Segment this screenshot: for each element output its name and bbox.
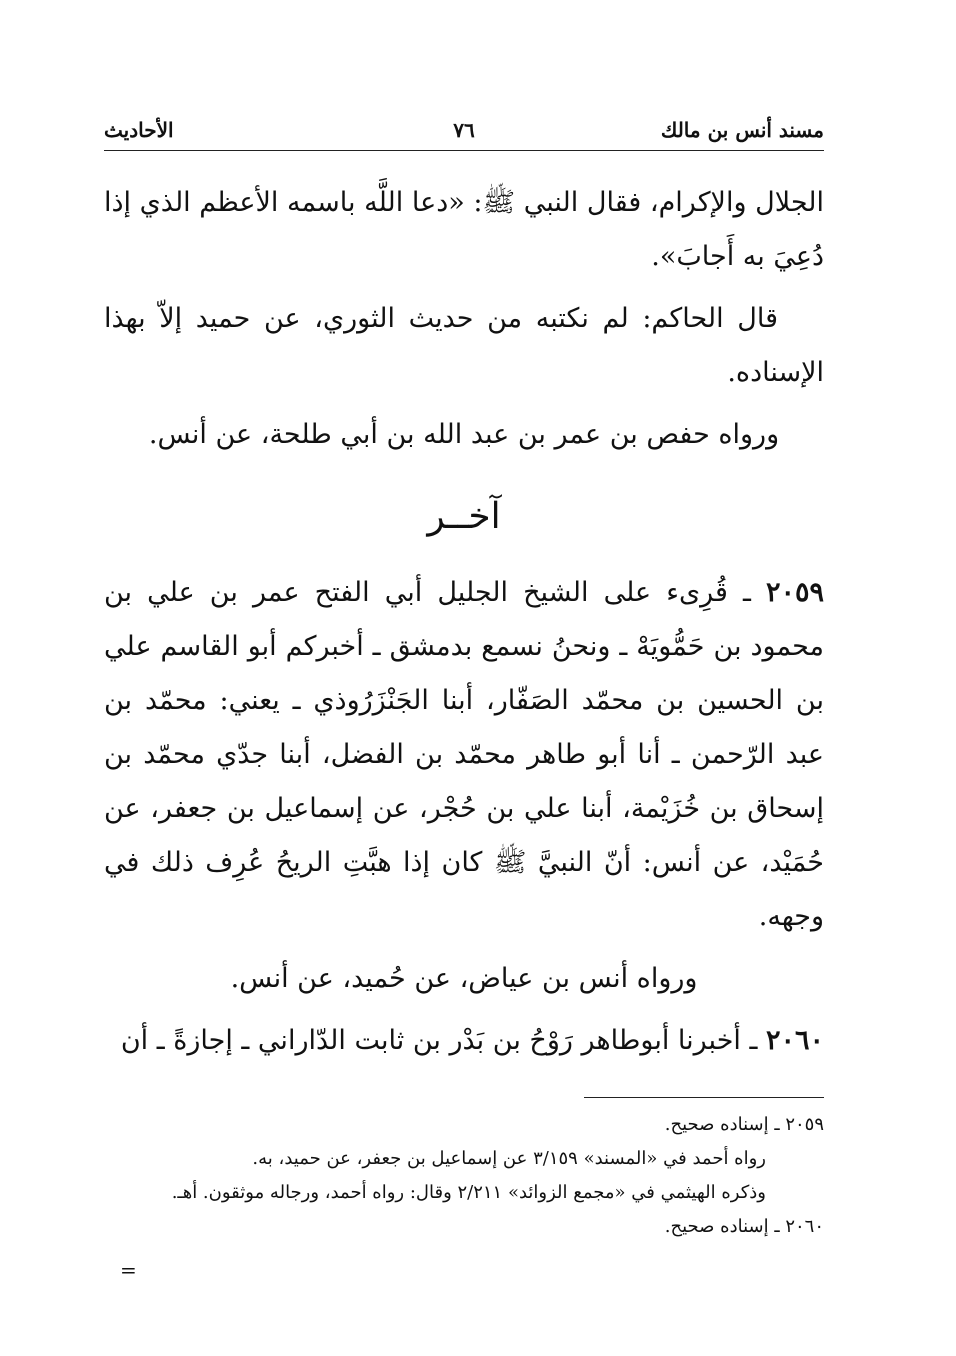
hadith-text-2060: ـ أخبرنا أبوطاهر رَوْحُ بن بَدْر بن ثابت الدّاراني ـ إجازةً ـ أن	[120, 1025, 766, 1056]
paragraph-narration-anas: ورواه أنس بن عياض، عن حُميد، عن أنس.	[230, 963, 698, 994]
footnote-2060-grade: ٢٠٦٠ ـ إسناده صحيح.	[664, 1216, 824, 1237]
continuation-mark: =	[120, 1258, 137, 1282]
section-title: الأحاديث	[104, 118, 174, 142]
hadith-number-2060: ٢٠٦٠	[765, 1025, 824, 1056]
hadith-2060	[104, 1014, 824, 1068]
paragraph-hakim-comment: قال الحاكم: لم نكتبه من حديث الثوري، عن حميد إلاّ بهذا الإسناده.	[104, 303, 824, 388]
hadith-text-2059: ـ قُرِىء على الشيخ الجليل أبي الفتح عمر بن علي بن محمود بن حَمُّويَهْ ـ ونحنُ نسمع بدمشق ـ أخبركم أبو القاسم علي بن الحسين بن محمّد الصَفّار، أبنا الجَنْزَرُوذي ـ يعني: محمّد بن عبد الرّحمن ـ أنا أبو طاهر محمّد بن الفضل، أبنا جدّي محمّد بن إسحاق بن خُزَيْمة، أبنا علي بن حُجْر، عن إسماعيل بن جعفر، عن حُمَيْد، عن أنس: أنّ النبيَّ ﷺ كان إذا هبَّتِ الريحُ عُرِف ذلك في وجهه.	[104, 577, 824, 932]
running-header	[104, 112, 824, 152]
header-divider	[104, 150, 824, 151]
paragraph-narration-hafs: ورواه حفص بن عمر بن عبد الله بن أبي طلحة، عن أنس.	[148, 419, 780, 450]
footnote-2059-grade: ٢٠٥٩ ـ إسناده صحيح.	[664, 1114, 824, 1135]
paragraph-continuation: الجلال والإكرام، فقال النبي ﷺ: «دعا اللَّه باسمه الأعظم الذي إذا دُعِيَ به أَجابَ».	[104, 187, 824, 272]
hadith-2059	[104, 566, 824, 944]
hadith-number-2059: ٢٠٥٩	[765, 577, 824, 608]
section-subheading: آخــر	[427, 496, 501, 537]
book-title: مسند أنس بن مالك	[660, 118, 824, 142]
footnote-divider	[584, 1097, 824, 1098]
footnote-2059-haythami: وذكره الهيثمي في «مجمع الزوائد» ٢/٢١١ وقال: رواه أحمد، ورجاله موثقون. أهـ.	[171, 1182, 766, 1203]
footnote-2059-ahmad: رواه أحمد في «المسند» ٣/١٥٩ عن إسماعيل بن جعفر، عن حميد، به.	[252, 1148, 766, 1169]
page-number: ٧٦	[453, 118, 475, 142]
footnotes	[104, 1108, 824, 1244]
main-text	[104, 176, 824, 1076]
